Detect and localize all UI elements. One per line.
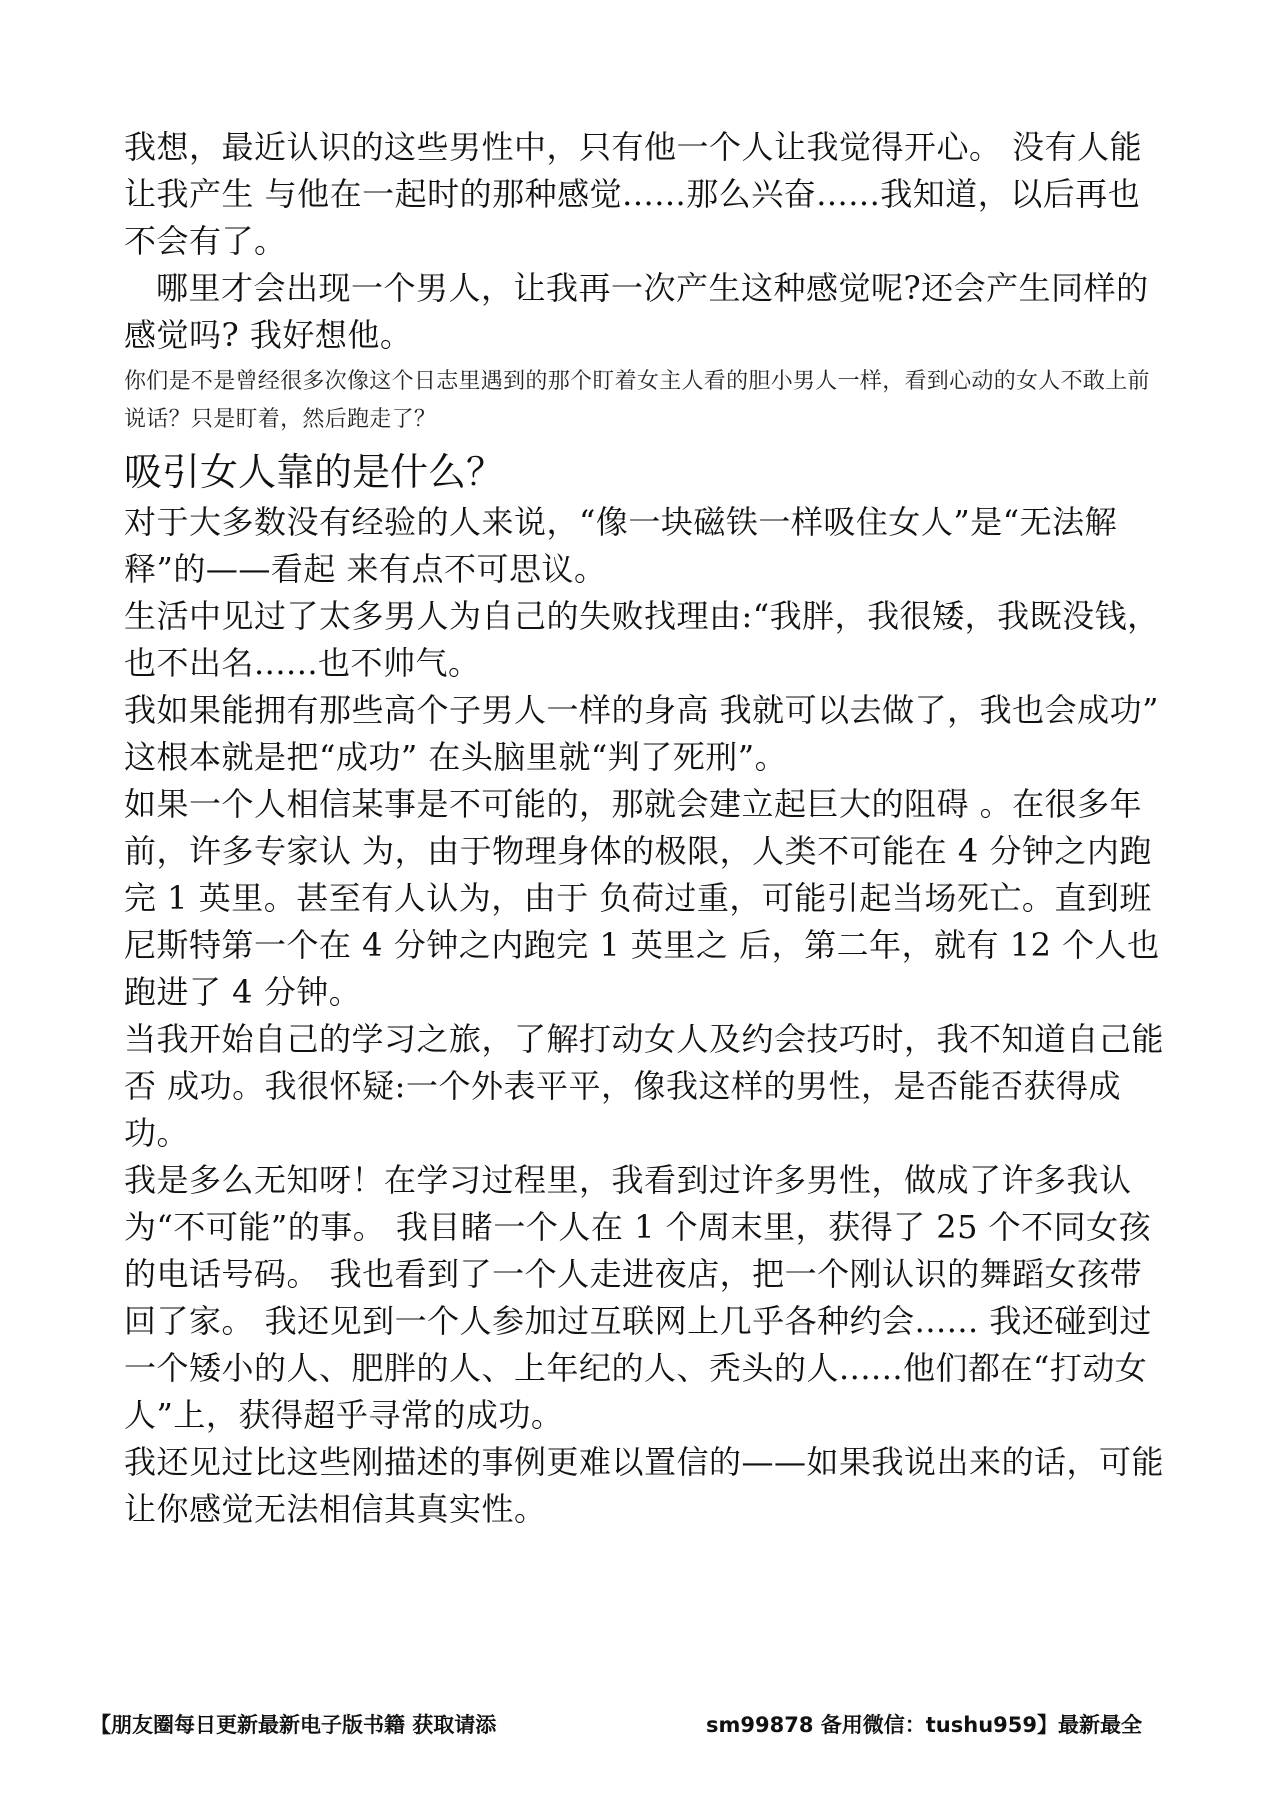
footer-left-text: 【朋友圈每日更新最新电子版书籍 获取请添 [90, 1713, 497, 1737]
paragraph-body-3: 我如果能拥有那些高个子男人一样的身高 我就可以去做了，我也会成功” 这根本就是把“成功” 在头脑里就“判了死刑”。 [124, 691, 1160, 776]
paragraph-body-6: 我是多么无知呀！在学习过程里，我看到过许多男性，做成了许多我认为“不可能”的事。 我目睹一个人在 1 个周末里，获得了 25 个不同女孩的电话号码。 我也看到了一个人走进夜店，把一个刚认识的舞蹈女孩带回了家。 我还见到一个人参加过互联网上几乎各种约会...... 我还碰到过一个矮小的人、肥胖的人、上年纪的人、秃头的人......他们都在“打动女人”上，获得超乎寻常的成功。 [124, 1161, 1152, 1434]
paragraph-body-2: 生活中见过了太多男人为自己的失败找理由:“我胖，我很矮，我既没钱，也不出名......也不帅气。 [124, 597, 1160, 682]
page-content [124, 124, 1164, 1533]
page-footer [90, 1710, 1190, 1740]
paragraph-body-4: 如果一个人相信某事是不可能的，那就会建立起巨大的阻碍 。在很多年前，许多专家认 为，由于物理身体的极限，人类不可能在 4 分钟之内跑完 1 英里。甚至有人认为，由于 负荷过重，可能引起当场死亡。直到班尼斯特第一个在 4 分钟之内跑完 1 英里之 后，第二年，就有 12 个人也跑进了 4 分钟。 [124, 785, 1160, 1011]
section-heading: 吸引女人靠的是什么？ [124, 450, 505, 494]
note-paragraph: 你们是不是曾经很多次像这个日志里遇到的那个盯着女主人看的胆小男人一样，看到心动的女人不敢上前说话？只是盯着，然后跑走了？ [124, 369, 1150, 432]
paragraph-diary-1: 我想，最近认识的这些男性中，只有他一个人让我觉得开心。 没有人能让我产生 与他在一起时的那种感觉......那么兴奋......我知道，以后再也不会有了。 [124, 128, 1143, 260]
paragraph-body-7: 我还见过比这些刚描述的事例更难以置信的——如果我说出来的话，可能让你感觉无法相信其真实性。 [124, 1443, 1165, 1528]
paragraph-diary-2: 哪里才会出现一个男人，让我再一次产生这种感觉呢?还会产生同样的感觉吗? 我好想他。 [124, 269, 1149, 354]
paragraph-body-5: 当我开始自己的学习之旅，了解打动女人及约会技巧时，我不知道自己能否 成功。我很怀疑:一个外表平平，像我这样的男性，是否能否获得成功。 [124, 1020, 1165, 1152]
paragraph-body-1: 对于大多数没有经验的人来说，“像一块磁铁一样吸住女人”是“无法解释”的——看起 来有点不可思议。 [124, 503, 1118, 588]
footer-right-text: sm99878 备用微信：tushu959】最新最全 [706, 1713, 1142, 1737]
